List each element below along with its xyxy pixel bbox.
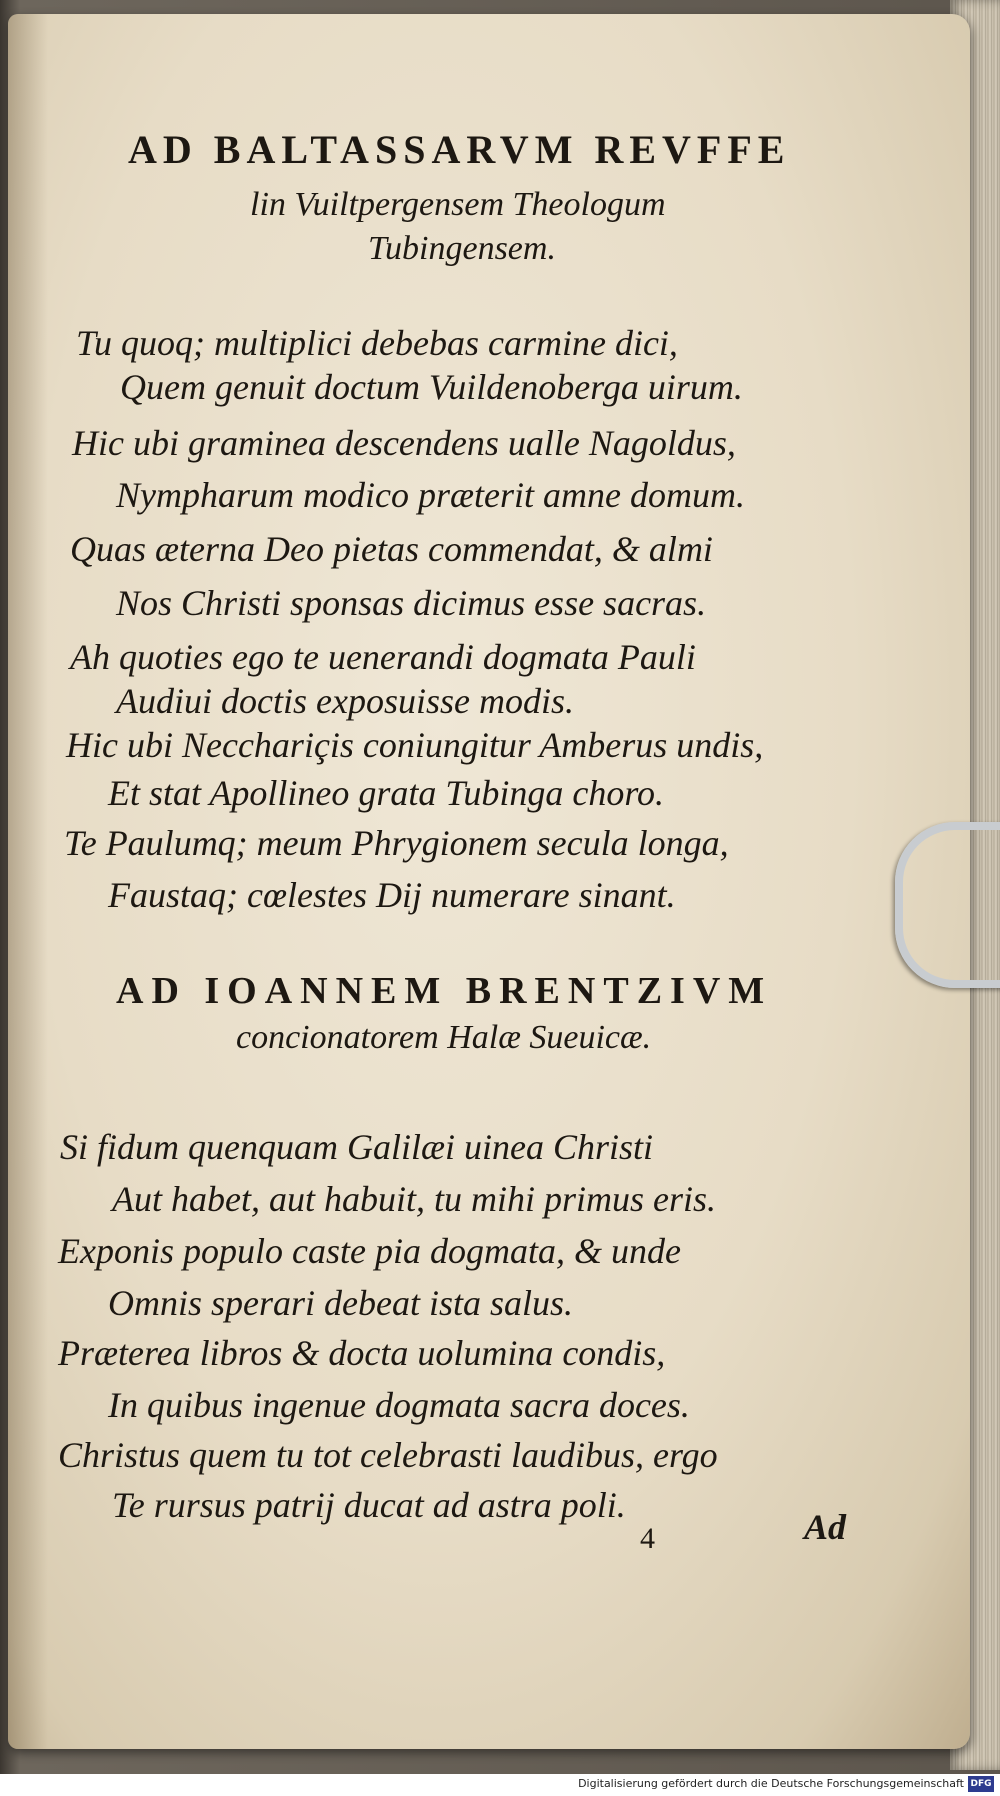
- signature-mark: 4: [640, 1522, 655, 1555]
- poem1-line: Nos Christi sponsas dicimus esse sacras.: [116, 583, 707, 623]
- poem2-line: Exponis populo caste pia dogmata, & unde: [58, 1231, 681, 1271]
- poem2-title: AD IOANNEM BRENTZIVM: [116, 970, 773, 1012]
- poem2-line: In quibus ingenue dogmata sacra doces.: [108, 1385, 690, 1425]
- poem2-line: Omnis sperari debeat ista salus.: [108, 1283, 574, 1323]
- page-text: [8, 14, 970, 1749]
- poem1-subtitle-line1: lin Vuiltpergensem Theologum: [250, 186, 666, 223]
- poem1-title: AD BALTASSARVM REVFFE: [128, 127, 791, 172]
- poem1-line: Hic ubi Necchariçis coniungitur Amberus undis,: [66, 725, 764, 765]
- page-clip: [895, 822, 1000, 988]
- poem2-subtitle: concionatorem Halæ Sueuicæ.: [236, 1019, 652, 1056]
- poem2-line: Præterea libros & docta uolumina condis,: [58, 1333, 666, 1373]
- poem1-line: Ah quoties ego te uenerandi dogmata Pauli: [70, 637, 696, 677]
- poem1-line: Faustaq; cœlestes Dij numerare sinant.: [108, 875, 676, 915]
- poem1-line: Et stat Apollineo grata Tubinga choro.: [108, 773, 665, 813]
- catchword: Ad: [804, 1507, 847, 1547]
- footer-credit: Digitalisierung gefördert durch die Deutsche Forschungsgemeinschaft: [578, 1777, 964, 1790]
- poem1-line: Quas æterna Deo pietas commendat, & almi: [70, 529, 713, 569]
- poem2-line: Te rursus patrij ducat ad astra poli.: [112, 1485, 626, 1525]
- poem1-line: Nympharum modico præterit amne domum.: [116, 475, 745, 515]
- poem1-line: Hic ubi graminea descendens ualle Nagoldus,: [72, 423, 736, 463]
- dfg-logo-icon: DFG: [968, 1776, 994, 1792]
- poem2-line: Christus quem tu tot celebrasti laudibus, ergo: [58, 1435, 718, 1475]
- book-page: [8, 14, 970, 1749]
- poem1-line: Te Paulumq; meum Phrygionem secula longa,: [64, 823, 729, 863]
- poem1-line: Audiui doctis exposuisse modis.: [116, 681, 574, 721]
- poem1-line: Tu quoq; multiplici debebas carmine dici,: [76, 323, 678, 363]
- poem1-line: Quem genuit doctum Vuildenoberga uirum.: [120, 367, 743, 407]
- poem2-line: Aut habet, aut habuit, tu mihi primus eris.: [112, 1179, 717, 1219]
- poem1-subtitle-line2: Tubingensem.: [368, 230, 556, 267]
- poem2-line: Si fidum quenquam Galilæi uinea Christi: [60, 1127, 654, 1167]
